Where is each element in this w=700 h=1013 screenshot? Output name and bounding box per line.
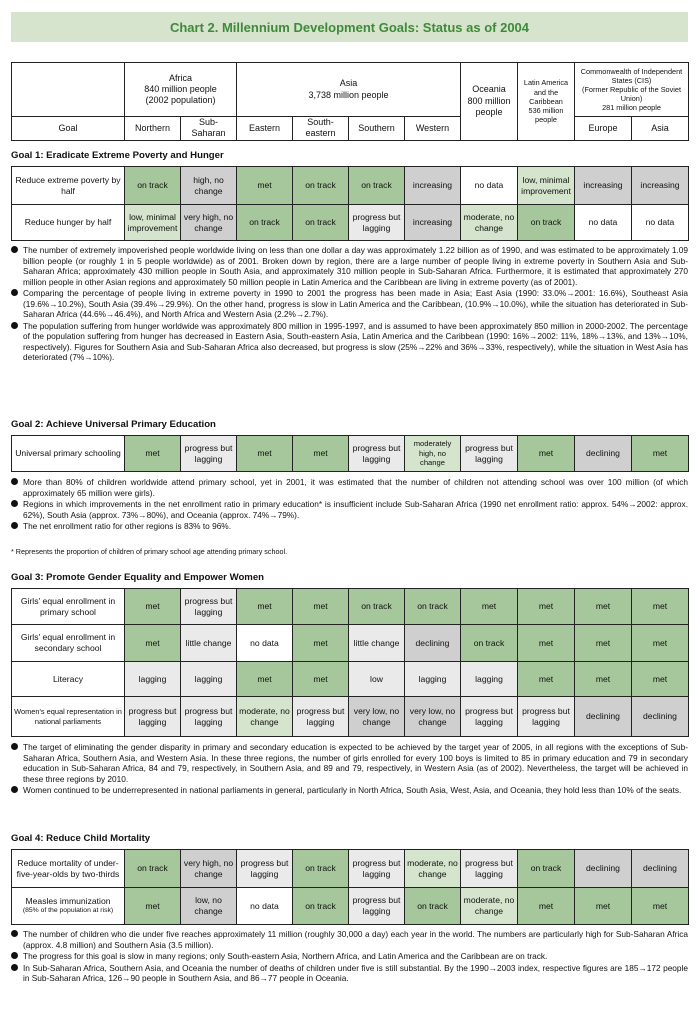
status-cell: on track <box>405 589 461 625</box>
status-cell: moderate, no change <box>461 888 518 925</box>
status-cell: met <box>237 436 293 472</box>
status-cell: very low, no change <box>405 697 461 737</box>
status-cell: met <box>632 589 689 625</box>
table-row <box>12 205 689 241</box>
list-item: The number of extremely impoverished people worldwide living on less than one dollar a day was approximately 1.22 billion as of 1990, and was estimated to be approximately 1.09 billion people (or roughly 1 in 5 people worldwide) as of 2001. Broken down by region, there are a large number of people living in extreme poverty in Southern Asia and Sub-Saharan Africa; approximately 430 million people in South Asia, and approximately 310 million people in Sub-Saharan Africa. Furthermore, it is estimated that approximately 270 million people in other Asian regions and approximately 50 million people in Latin America and the Caribbean are living in extreme poverty (as of 2001). <box>11 245 688 287</box>
goal-1-heading: Goal 1: Eradicate Extreme Poverty and Hunger <box>11 150 224 161</box>
status-cell: progress but lagging <box>461 436 518 472</box>
row-label: Literacy <box>12 662 125 697</box>
status-cell: on track <box>461 625 518 662</box>
status-cell: met <box>575 625 632 662</box>
status-cell: increasing <box>632 167 689 205</box>
status-cell: progress but lagging <box>293 697 349 737</box>
status-cell: progress but lagging <box>461 850 518 888</box>
status-cell: progress but lagging <box>349 850 405 888</box>
status-cell: met <box>632 625 689 662</box>
status-cell: met <box>518 625 575 662</box>
status-cell: progress but lagging <box>181 589 237 625</box>
status-cell: progress but lagging <box>181 436 237 472</box>
table-row <box>12 888 689 925</box>
status-cell: declining <box>632 850 689 888</box>
status-cell: met <box>632 436 689 472</box>
status-cell: progress but lagging <box>125 697 181 737</box>
goal-4-notes <box>11 929 688 985</box>
header-asia: Asia 3,738 million people <box>237 63 461 117</box>
status-cell: moderate, no change <box>405 850 461 888</box>
status-cell: declining <box>575 697 632 737</box>
header-africa: Africa 840 million people (2002 population) <box>125 63 237 117</box>
bullet-icon <box>11 786 18 793</box>
status-cell: on track <box>237 205 293 241</box>
status-cell: on track <box>518 205 575 241</box>
bullet-icon <box>11 952 18 959</box>
table-row <box>12 436 689 472</box>
list-item: The number of children who die under five reaches approximately 11 million (roughly 30,000 a day) each year in the world. The numbers are particularly high for Sub-Saharan Africa (approx. 4.8 million) and Southern Asia (3.5 million). <box>11 929 688 950</box>
status-cell: increasing <box>405 167 461 205</box>
bullet-icon <box>11 246 18 253</box>
goal-2-table <box>11 435 689 472</box>
table-row <box>12 697 689 737</box>
goal-2-notes <box>11 477 688 533</box>
bullet-icon <box>11 478 18 485</box>
region-header-table <box>11 62 689 141</box>
status-cell: met <box>575 888 632 925</box>
status-cell: met <box>632 888 689 925</box>
status-cell: low <box>349 662 405 697</box>
status-cell: low, minimal improvement <box>125 205 181 241</box>
list-item: The population suffering from hunger worldwide was approximately 800 million in 1995-1997, and is assumed to have been approximately 850 million in 2000-2002. The percentage of the population suffering from hunger has decreased in Eastern Asia, South-eastern Asia, Latin America and the Caribbean (1990: 16%→2002: 11%, 18%→13%, and 13%→10%, respectively). Figures for Southern Asia and Sub-Saharan Africa also decreased, but progress is slow (25%→22% and 36%→33%, respectively), while the situation in West Asia has deteriorated (7%→10%). <box>11 321 688 363</box>
status-cell: met <box>125 625 181 662</box>
status-cell: met <box>518 888 575 925</box>
row-label: Reduce hunger by half <box>12 205 125 241</box>
header-latin-america: Latin America and the Caribbean 536 million people <box>518 63 575 141</box>
status-cell: little change <box>181 625 237 662</box>
status-cell: met <box>518 436 575 472</box>
status-cell: moderately high, no change <box>405 436 461 472</box>
bullet-icon <box>11 930 18 937</box>
list-item: In Sub-Saharan Africa, Southern Asia, and Oceania the number of deaths of children under five is still substantial. By the 1990→2003 index, respective figures are 185→172 people in Sub-Saharan Africa, 126→90 people in Southern Asia, and 86→77 people in Oceania. <box>11 963 688 984</box>
status-cell: lagging <box>461 662 518 697</box>
goal-3-heading: Goal 3: Promote Gender Equality and Empower Women <box>11 572 265 583</box>
status-cell: met <box>237 167 293 205</box>
status-cell: lagging <box>125 662 181 697</box>
status-cell: on track <box>349 589 405 625</box>
list-item: Comparing the percentage of people living in extreme poverty in 1990 to 2001 the progress has been made in Asia; East Asia (1990: 33.0%→2001: 16.6%), Southeast Asia (19.6%→10.2%), South Asia (39.4%→29.9%). On the other hand, progress is slow in Latin America and the Caribbean, (10.9%→10.0%), while the situation has deteriorated in Sub-Saharan Africa (44.6%→46.4%), and North Africa and Western Asia (2.2%→2.7%). <box>11 288 688 320</box>
status-cell: increasing <box>575 167 632 205</box>
status-cell: met <box>293 589 349 625</box>
status-cell: met <box>575 589 632 625</box>
status-cell: met <box>632 662 689 697</box>
status-cell: progress but lagging <box>349 205 405 241</box>
status-cell: progress but lagging <box>181 697 237 737</box>
list-item: The net enrollment ratio for other regions is 83% to 96%. <box>11 521 688 532</box>
list-item: The progress for this goal is slow in many regions; only South-eastern Asia, Northern Africa, and Latin America and the Caribbean are on track. <box>11 951 688 962</box>
status-cell: no data <box>461 167 518 205</box>
goal-4-table <box>11 849 689 925</box>
status-cell: met <box>518 589 575 625</box>
row-label: Universal primary schooling <box>12 436 125 472</box>
status-cell: on track <box>125 850 181 888</box>
status-cell: lagging <box>181 662 237 697</box>
status-cell: on track <box>405 888 461 925</box>
goal-1-table <box>11 166 689 241</box>
header-oceania: Oceania 800 million people <box>461 63 518 141</box>
status-cell: met <box>237 589 293 625</box>
status-cell: low, minimal improvement <box>518 167 575 205</box>
status-cell: on track <box>293 205 349 241</box>
status-cell: progress but lagging <box>461 697 518 737</box>
status-cell: declining <box>575 850 632 888</box>
goal-4-heading: Goal 4: Reduce Child Mortality <box>11 833 151 844</box>
table-row <box>12 625 689 662</box>
table-row <box>12 589 689 625</box>
status-cell: progress but lagging <box>349 888 405 925</box>
goal-2-footnote: * Represents the proportion of children of primary school age attending primary school. <box>11 547 288 556</box>
header-southern: Southern <box>349 117 405 141</box>
status-cell: declining <box>632 697 689 737</box>
list-item: More than 80% of children worldwide attend primary school, yet in 2001, it was estimated that the number of children not attending school was over 100 million (of which approximately 65 million were girls). <box>11 477 688 498</box>
row-label: Reduce mortality of under-five-year-olds by two-thirds <box>12 850 125 888</box>
status-cell: little change <box>349 625 405 662</box>
status-cell: met <box>125 436 181 472</box>
status-cell: very high, no change <box>181 205 237 241</box>
status-cell: increasing <box>405 205 461 241</box>
header-blank <box>12 63 125 117</box>
status-cell: declining <box>405 625 461 662</box>
status-cell: no data <box>575 205 632 241</box>
goal-2-heading: Goal 2: Achieve Universal Primary Education <box>11 419 216 430</box>
row-label: Women's equal representation in national parliaments <box>12 697 125 737</box>
header-goal-label: Goal <box>12 117 125 141</box>
header-sub-saharan: Sub-Saharan <box>181 117 237 141</box>
status-cell: no data <box>237 625 293 662</box>
status-cell: no data <box>237 888 293 925</box>
row-label: Girls' equal enrollment in secondary school <box>12 625 125 662</box>
goal-3-table <box>11 588 689 737</box>
status-cell: on track <box>125 167 181 205</box>
row-label: Measles immunization (85% of the population at risk) <box>12 888 125 925</box>
header-cis: Commonwealth of Independent States (CIS) (Former Republic of the Soviet Union) 281 million people <box>575 63 689 117</box>
table-row <box>12 850 689 888</box>
header-south-eastern: South-eastern <box>293 117 349 141</box>
status-cell: met <box>125 589 181 625</box>
status-cell: no data <box>632 205 689 241</box>
row-label: Girls' equal enrollment in primary school <box>12 589 125 625</box>
goal-1-notes <box>11 245 688 364</box>
status-cell: lagging <box>405 662 461 697</box>
list-item: Women continued to be underrepresented in national parliaments in general, particularly in North Africa, South Asia, West, Asia, and Oceania, they hold less than 10% of the seats. <box>11 785 688 796</box>
table-row <box>12 167 689 205</box>
bullet-icon <box>11 522 18 529</box>
status-cell: progress but lagging <box>237 850 293 888</box>
row-label: Reduce extreme poverty by half <box>12 167 125 205</box>
table-row <box>12 662 689 697</box>
status-cell: met <box>293 436 349 472</box>
status-cell: moderate, no change <box>237 697 293 737</box>
status-cell: on track <box>293 167 349 205</box>
header-cis-asia: Asia <box>632 117 689 141</box>
status-cell: on track <box>349 167 405 205</box>
list-item: Regions in which improvements in the net enrollment ratio in primary education* is insufficient include Sub-Saharan Africa (1990 net enrollment ratio: approx. 54%→2002: approx. 62%), South Asia (approx. 73%→80%), and Oceania (approx. 74%→79%). <box>11 499 688 520</box>
status-cell: met <box>125 888 181 925</box>
status-cell: very low, no change <box>349 697 405 737</box>
status-cell: declining <box>575 436 632 472</box>
status-cell: met <box>518 662 575 697</box>
status-cell: on track <box>293 888 349 925</box>
status-cell: progress but lagging <box>349 436 405 472</box>
status-cell: met <box>293 625 349 662</box>
bullet-icon <box>11 964 18 971</box>
status-cell: met <box>293 662 349 697</box>
status-cell: low, no change <box>181 888 237 925</box>
status-cell: met <box>575 662 632 697</box>
status-cell: moderate, no change <box>461 205 518 241</box>
header-eastern: Eastern <box>237 117 293 141</box>
status-cell: met <box>461 589 518 625</box>
header-northern: Northern <box>125 117 181 141</box>
status-cell: on track <box>293 850 349 888</box>
status-cell: high, no change <box>181 167 237 205</box>
header-western: Western <box>405 117 461 141</box>
bullet-icon <box>11 500 18 507</box>
bullet-icon <box>11 322 18 329</box>
bullet-icon <box>11 289 18 296</box>
header-europe: Europe <box>575 117 632 141</box>
goal-3-notes <box>11 742 688 797</box>
chart-title: Chart 2. Millennium Development Goals: Status as of 2004 <box>11 12 688 42</box>
list-item: The target of eliminating the gender disparity in primary and secondary education is expected to be achieved by the target year of 2005, in all regions with the exceptions of Sub-Saharan Africa, Southern Asia, and Western Asia. In these three regions, the number of girls enrolled for every 100 boys is limited to 85 in primary education and 79 in secondary education in Sub-Saharan Africa, 84 and 79, respectively, in Southern Asia, and 89 and 79, respectively, in Western Asia (as of 2002). Nevertheless, the target will be achieved in these three regions by 2010. <box>11 742 688 784</box>
status-cell: met <box>237 662 293 697</box>
status-cell: on track <box>518 850 575 888</box>
status-cell: progress but lagging <box>518 697 575 737</box>
bullet-icon <box>11 743 18 750</box>
status-cell: very high, no change <box>181 850 237 888</box>
